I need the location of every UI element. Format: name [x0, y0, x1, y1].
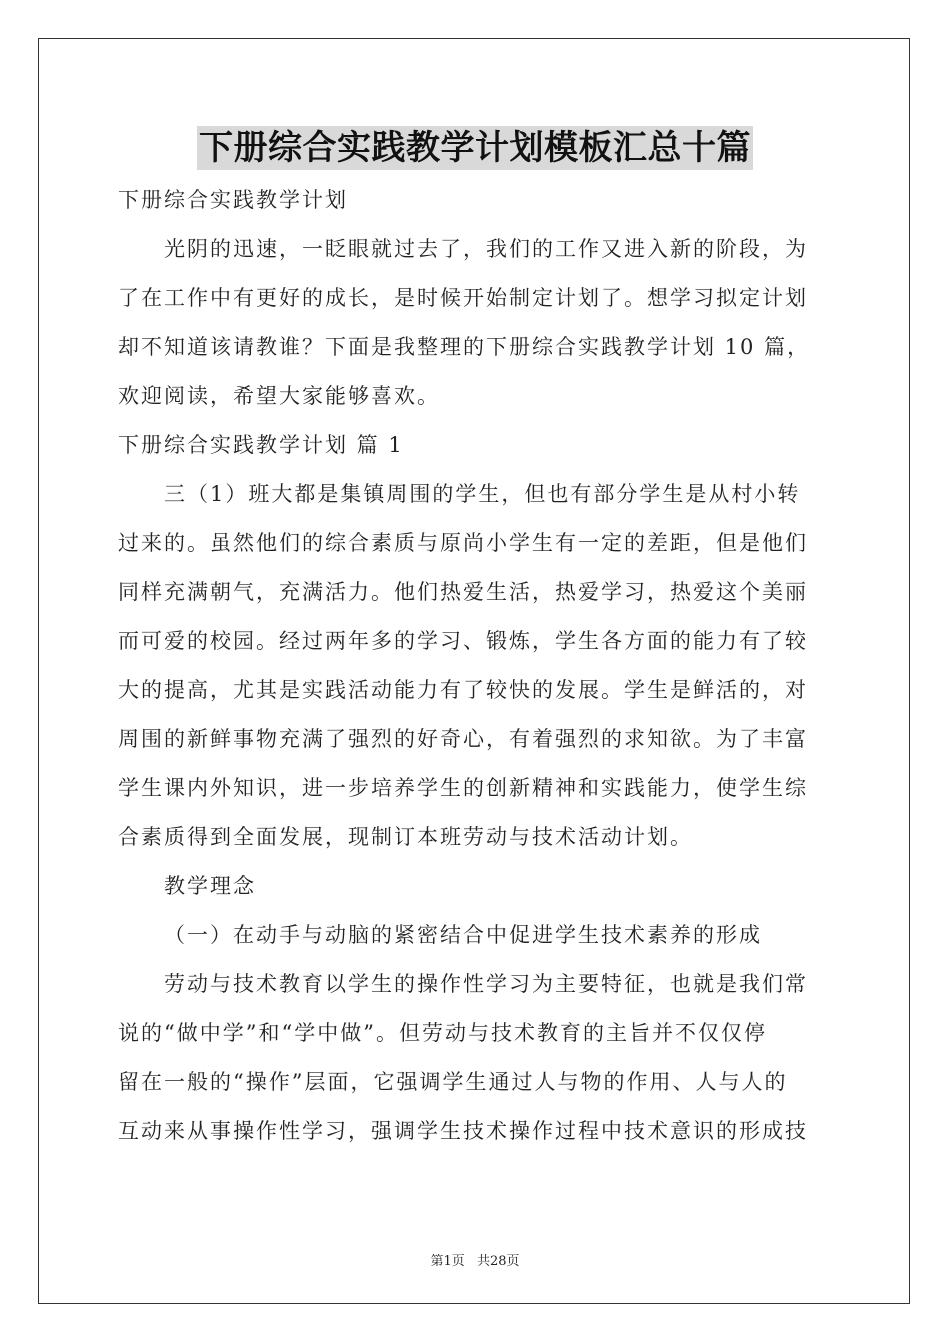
- title-container: [0, 126, 950, 170]
- text-line: 三（1）班大都是集镇周围的学生，但也有部分学生是从村小转: [164, 482, 801, 506]
- text-line: 劳动与技术教育以学生的操作性学习为主要特征，也就是我们常: [164, 972, 808, 996]
- page-footer: [0, 1250, 950, 1269]
- text-line: 同样充满朝气，充满活力。他们热爱生活，热爱学习，热爱这个美丽: [118, 580, 808, 604]
- text-line: 互动来从事操作性学习，强调学生技术操作过程中技术意识的形成技: [118, 1119, 808, 1143]
- text-line: （一）在动手与动脑的紧密结合中促进学生技术素养的形成: [164, 923, 762, 947]
- text-line: 周围的新鲜事物充满了强烈的好奇心，有着强烈的求知欲。为了丰富: [118, 727, 808, 751]
- document-title: 下册综合实践教学计划模板汇总十篇: [199, 128, 751, 168]
- text-line: 而可爱的校园。经过两年多的学习、锻炼，学生各方面的能力有了较: [118, 629, 808, 653]
- text-line: 欢迎阅读，希望大家能够喜欢。: [118, 384, 440, 408]
- text-line: 大的提高，尤其是实践活动能力有了较快的发展。学生是鲜活的，对: [118, 678, 808, 702]
- page-number: 第1页: [430, 1254, 465, 1269]
- text-line: 却不知道该请教谁？下面是我整理的下册综合实践教学计划 10 篇，: [118, 335, 811, 359]
- text-line: 教学理念: [164, 874, 256, 898]
- text-line: 下册综合实践教学计划: [118, 188, 348, 212]
- text-line: 了在工作中有更好的成长，是时候开始制定计划了。想学习拟定计划: [118, 286, 808, 310]
- text-line: 合素质得到全面发展，现制订本班劳动与技术活动计划。: [118, 825, 693, 849]
- text-line: 光阴的迅速，一眨眼就过去了，我们的工作又进入新的阶段，为: [164, 237, 808, 261]
- text-line: 过来的。虽然他们的综合素质与原尚小学生有一定的差距，但是他们: [118, 531, 808, 555]
- page-total: 共28页: [476, 1254, 520, 1269]
- text-line: 学生课内外知识，进一步培养学生的创新精神和实践能力，使学生综: [118, 776, 808, 800]
- text-line: 留在一般的“操作”层面，它强调学生通过人与物的作用、人与人的: [118, 1070, 788, 1094]
- document-body: [118, 176, 832, 1156]
- text-line: 说的“做中学”和“学中做”。但劳动与技术教育的主旨并不仅仅停: [118, 1021, 767, 1045]
- text-line: 下册综合实践教学计划 篇 1: [118, 433, 404, 457]
